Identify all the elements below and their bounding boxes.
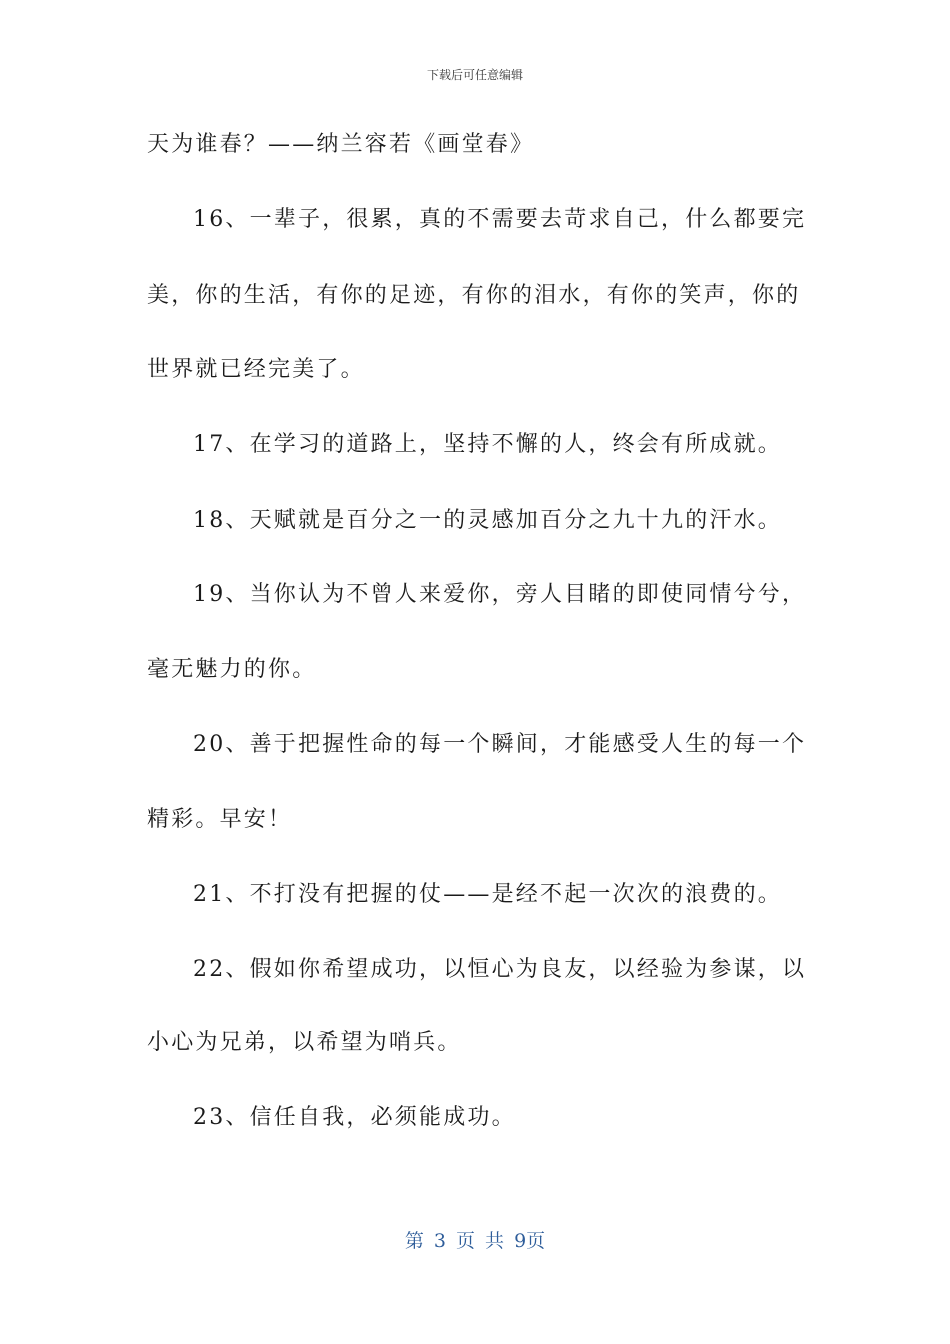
text-line: 18、天赋就是百分之一的灵感加百分之九十九的汗水。 — [193, 508, 782, 533]
text-line: 16、一辈子，很累，真的不需要去苛求自己，什么都要完 — [193, 207, 807, 232]
text-line: 小心为兄弟，以希望为哨兵。 — [147, 1030, 462, 1055]
page-header: 下载后可任意编辑 — [426, 68, 523, 82]
text-line: 毫无魅力的你。 — [147, 657, 317, 682]
text-line: 美，你的生活，有你的足迹，有你的泪水，有你的笑声，你的 — [147, 283, 801, 308]
text-line: 23、信任自我，必须能成功。 — [193, 1105, 516, 1130]
text-line: 20、善于把握性命的每一个瞬间，才能感受人生的每一个 — [193, 732, 807, 757]
text-line: 22、假如你希望成功，以恒心为良友，以经验为参谋，以 — [193, 957, 807, 982]
text-line: 19、当你认为不曾人来爱你，旁人目睹的即使同情兮兮， — [193, 582, 807, 607]
text-line: 世界就已经完美了。 — [147, 357, 365, 382]
page-footer: 第 3 页 共 9页 — [404, 1230, 546, 1252]
text-line: 天为谁春？——纳兰容若《画堂春》 — [147, 132, 535, 157]
text-line: 21、不打没有把握的仗——是经不起一次次的浪费的。 — [193, 882, 782, 907]
text-line: 精彩。早安！ — [147, 807, 293, 832]
text-line: 17、在学习的道路上，坚持不懈的人，终会有所成就。 — [193, 432, 782, 457]
